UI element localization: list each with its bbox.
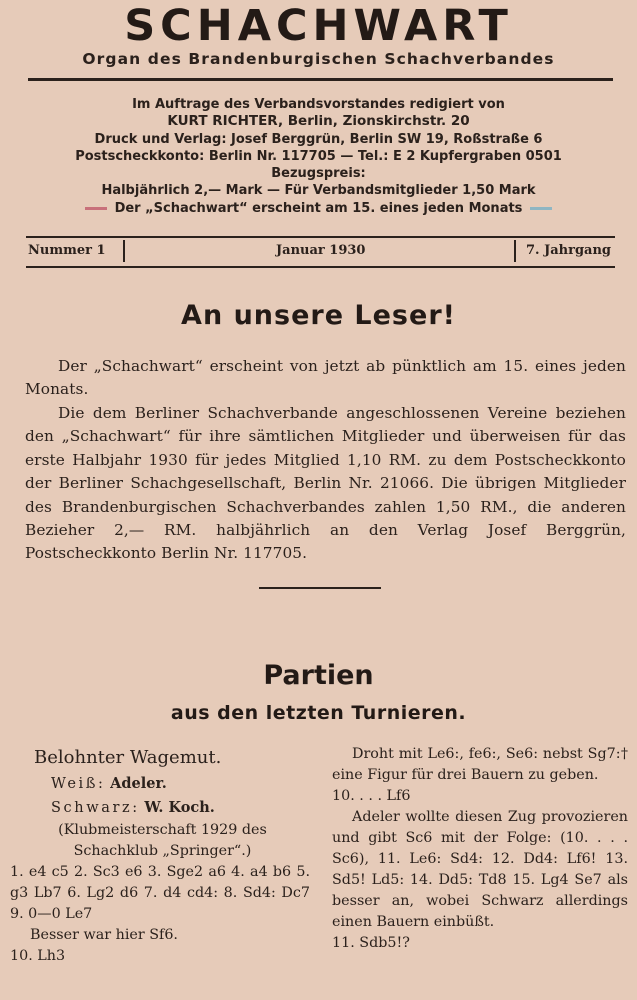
right-move-1: 10. . . . Lf6 — [332, 788, 411, 804]
article-paragraph-2: Die dem Berliner Schachverbande angeschlossenen Vereine beziehen den „Schachwart“ für ihre sämtlichen Mitglieder und überweisen für das erste Halbjahr 1930 für jedes Mitglied 1,10 RM. zu dem Postscheckkonto der Berliner Schachgesellschaft, Berlin Nr. 21066. Die übrigen Mitglieder des Brandenburgischen Schachverbandes zahlen 1,50 RM., die anderen Bezieher 2,— RM. halbjährlich an den Verlag Josef Berggrün, Postscheckkonto Berlin Nr. 117705. — [25, 404, 626, 563]
games-heading: Partien — [263, 660, 374, 691]
right-move-2: 11. Sdb5!? — [332, 935, 410, 951]
blue-ornament — [530, 207, 552, 210]
issue-volume: 7. Jahrgang — [526, 243, 612, 258]
game-note-1: Besser war hier Sf6. — [30, 927, 178, 943]
red-ornament — [85, 207, 107, 210]
imprint-price-label: Bezugspreis: — [271, 166, 366, 182]
black-label: Schwarz: — [51, 800, 140, 816]
game-title: Belohnter Wagemut. — [34, 747, 222, 768]
imprint-schedule: Der „Schachwart“ erscheint am 15. eines jeden Monats — [114, 200, 523, 216]
white-player: Adeler. — [110, 775, 167, 792]
right-column — [332, 744, 628, 954]
imprint-schedule-line — [0, 200, 637, 217]
white-player-line — [51, 772, 310, 796]
issue-date: Januar 1930 — [276, 243, 366, 258]
issue-bar — [26, 236, 615, 268]
black-player: W. Koch. — [144, 799, 215, 816]
masthead-title: SCHACHWART — [124, 1, 513, 51]
imprint-editor-name: KURT RICHTER, Berlin, Zionskirchstr. 20 — [167, 113, 470, 130]
black-player-line — [51, 796, 310, 820]
event-info: (Klubmeisterschaft 1929 des Schachklub „Springer“.) — [58, 822, 267, 859]
imprint-editor-line: Im Auftrage des Verbandsvorstandes redigiert von — [132, 97, 505, 112]
games-subheading: aus den letzten Turnieren. — [170, 702, 467, 724]
article-heading: An unsere Leser! — [181, 300, 456, 331]
right-note-2: Adeler wollte diesen Zug provozieren und gibt Sc6 mit der Folge: (10. . . . Sc6), 11. Le6: Sd4: 12. Dd4: Lf6! 13. Sd5! Ld5: 14. Dd5: Td8 15. Lg4 Se7 als besser an, wobei Schwarz allerdings einen Bauern einbüßt. — [332, 809, 628, 930]
game-move-10: 10. Lh3 — [10, 948, 66, 964]
issue-separator-right — [514, 240, 516, 262]
masthead-subtitle: Organ des Brandenburgischen Schachverbandes — [82, 50, 555, 68]
imprint-price: Halbjährlich 2,— Mark — Für Verbandsmitglieder 1,50 Mark — [101, 183, 536, 199]
imprint-block — [0, 96, 637, 217]
left-column — [10, 744, 310, 967]
article-paragraph-1: Der „Schachwart“ erscheint von jetzt ab pünktlich am 15. eines jeden Monats. — [25, 357, 626, 399]
right-note-1: Droht mit Le6:, fe6:, Se6: nebst Sg7:† eine Figur für drei Bauern zu geben. — [332, 746, 628, 783]
imprint-account: Postscheckkonto: Berlin Nr. 117705 — Tel.: E 2 Kupfergraben 0501 — [75, 148, 562, 164]
issue-number: Nummer 1 — [28, 243, 106, 258]
game-moves: 1. e4 c5 2. Sc3 e6 3. Sge2 a6 4. a4 b6 5. g3 Lb7 6. Lg2 d6 7. d4 cd4: 8. Sd4: Dc7 9. 0—0 Le7 — [10, 864, 310, 922]
imprint-publisher: Druck und Verlag: Josef Berggrün, Berlin SW 19, Roßstraße 6 — [94, 131, 543, 147]
white-label: Weiß: — [51, 776, 106, 792]
section-divider — [259, 587, 381, 589]
masthead-rule — [28, 78, 613, 81]
issue-separator-left — [123, 240, 125, 262]
